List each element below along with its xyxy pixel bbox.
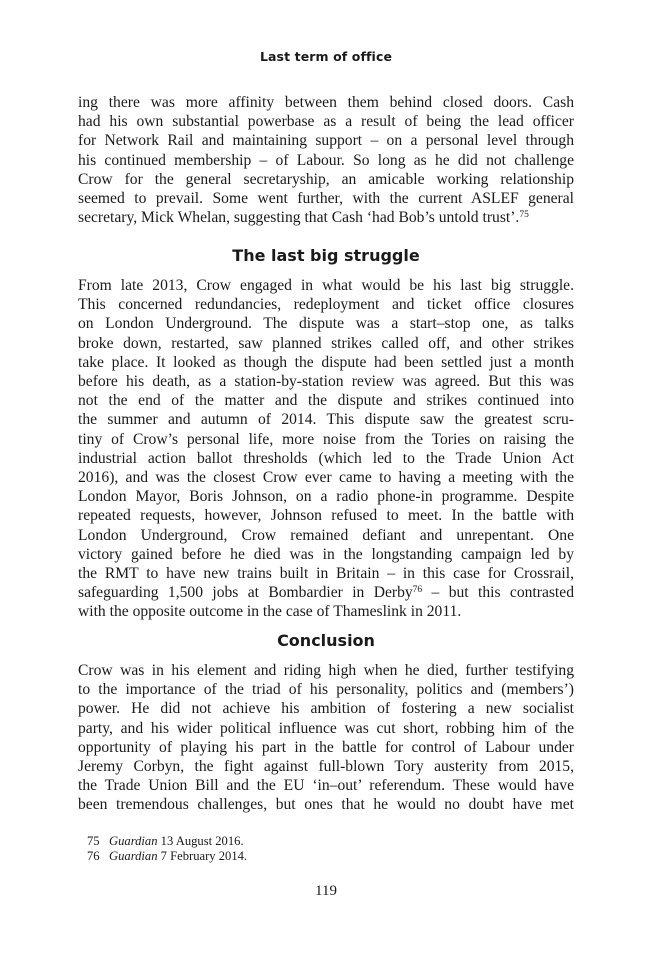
text-line: on London Underground. The dispute was a start–stop one, as talks xyxy=(78,315,574,333)
footnote-source: Guardian xyxy=(109,834,158,848)
text-line: take place. It looked as though the dispute had been settled just a month xyxy=(78,353,574,371)
text-line: seemed to prevail. Some went further, with the current ASLEF general xyxy=(78,190,574,208)
text-line: ing there was more affinity between them behind closed doors. Cash xyxy=(78,94,574,111)
text-line: the RMT to have new trains built in Britain – in this case for Crossrail, xyxy=(78,565,574,583)
text-line: industrial action ballot thresholds (which led to the Trade Union Act xyxy=(78,449,574,467)
page-number: 119 xyxy=(315,883,337,899)
text-line: From late 2013, Crow engaged in what would be his last big struggle. xyxy=(78,277,574,294)
section-heading-last-big-struggle: The last big struggle xyxy=(232,246,420,265)
text-span: secretary, Mick Whelan, suggesting that Cash ‘had Bob’s untold trust’. xyxy=(78,209,520,227)
footnote-date: 7 February 2014. xyxy=(160,849,248,864)
text-line: Jeremy Corbyn, the fight against full-blown Tory austerity from 2015, xyxy=(78,758,574,776)
footnote-number: 76 xyxy=(87,849,100,864)
text-line: tiny of Crow’s personal life, more noise from the Tories on raising the xyxy=(78,430,574,448)
text-line: been tremendous challenges, but ones that he would no doubt have met xyxy=(78,796,574,814)
text-line xyxy=(78,583,574,602)
footnote-number: 75 xyxy=(87,834,100,848)
text-line: This concerned redundancies, redeployment and ticket office closures xyxy=(78,296,574,314)
text-line: repeated requests, however, Johnson refused to meet. In the battle with xyxy=(78,507,574,525)
text-line: broke down, restarted, saw planned strikes called off, and other strikes xyxy=(78,334,574,352)
text-line xyxy=(78,208,574,227)
footnote-ref-76[interactable]: 76 xyxy=(412,585,423,596)
footnotes xyxy=(87,834,247,865)
footnote-date: 13 August 2016. xyxy=(160,834,244,848)
text-line: victory gained before he died was in the longstanding campaign led by xyxy=(78,545,574,563)
text-line: London Underground, Crow remained defiant and unrepentant. One xyxy=(78,526,574,544)
text-line: his continued membership – of Labour. So long as he did not challenge xyxy=(78,151,574,169)
text-line: before his death, as a station-by-station review was agreed. But this was xyxy=(78,373,574,391)
text-line: opportunity of playing his part in the battle for control of Labour under xyxy=(78,738,574,756)
section-heading-conclusion: Conclusion xyxy=(277,631,375,650)
text-line: the Trade Union Bill and the EU ‘in–out’ referendum. These would have xyxy=(78,777,574,795)
text-line: had his own substantial powerbase as a result of being the lead officer xyxy=(78,113,574,131)
text-line: the summer and autumn of 2014. This dispute saw the greatest scru- xyxy=(78,411,574,429)
footnote-source: Guardian xyxy=(109,849,158,864)
text-line: not the end of the matter and the dispute and strikes continued into xyxy=(78,392,574,410)
text-line: party, and his wider political influence was cut short, robbing him of the xyxy=(78,719,574,737)
paragraph-last-big-struggle xyxy=(78,276,574,622)
footnote-75 xyxy=(87,834,247,849)
text-line: with the opposite outcome in the case of Thameslink in 2011. xyxy=(78,603,462,621)
book-page xyxy=(78,0,574,975)
running-head: Last term of office xyxy=(259,49,393,64)
text-line: to the importance of the triad of his personality, politics and (members’) xyxy=(78,681,574,699)
text-line: 2016), and was the closest Crow ever came to having a meeting with the xyxy=(78,469,574,487)
footnote-ref-75[interactable]: 75 xyxy=(519,210,529,221)
text-line: London Mayor, Boris Johnson, on a radio phone-in programme. Despite xyxy=(78,488,574,506)
text-line: Crow was in his element and riding high when he died, further testifying xyxy=(78,662,574,679)
paragraph-conclusion xyxy=(78,661,574,815)
text-span: safeguarding 1,500 jobs at Bombardier in Derby xyxy=(78,584,413,602)
text-line: power. He did not achieve his ambition of fostering a new socialist xyxy=(78,700,574,718)
footnote-76 xyxy=(87,849,247,864)
text-line: for Network Rail and maintaining support – on a personal level through xyxy=(78,132,574,150)
text-span: – but this contrasted xyxy=(422,584,574,602)
paragraph-cash-relationship xyxy=(78,93,574,227)
text-line: Crow for the general secretaryship, an amicable working relationship xyxy=(78,170,574,188)
